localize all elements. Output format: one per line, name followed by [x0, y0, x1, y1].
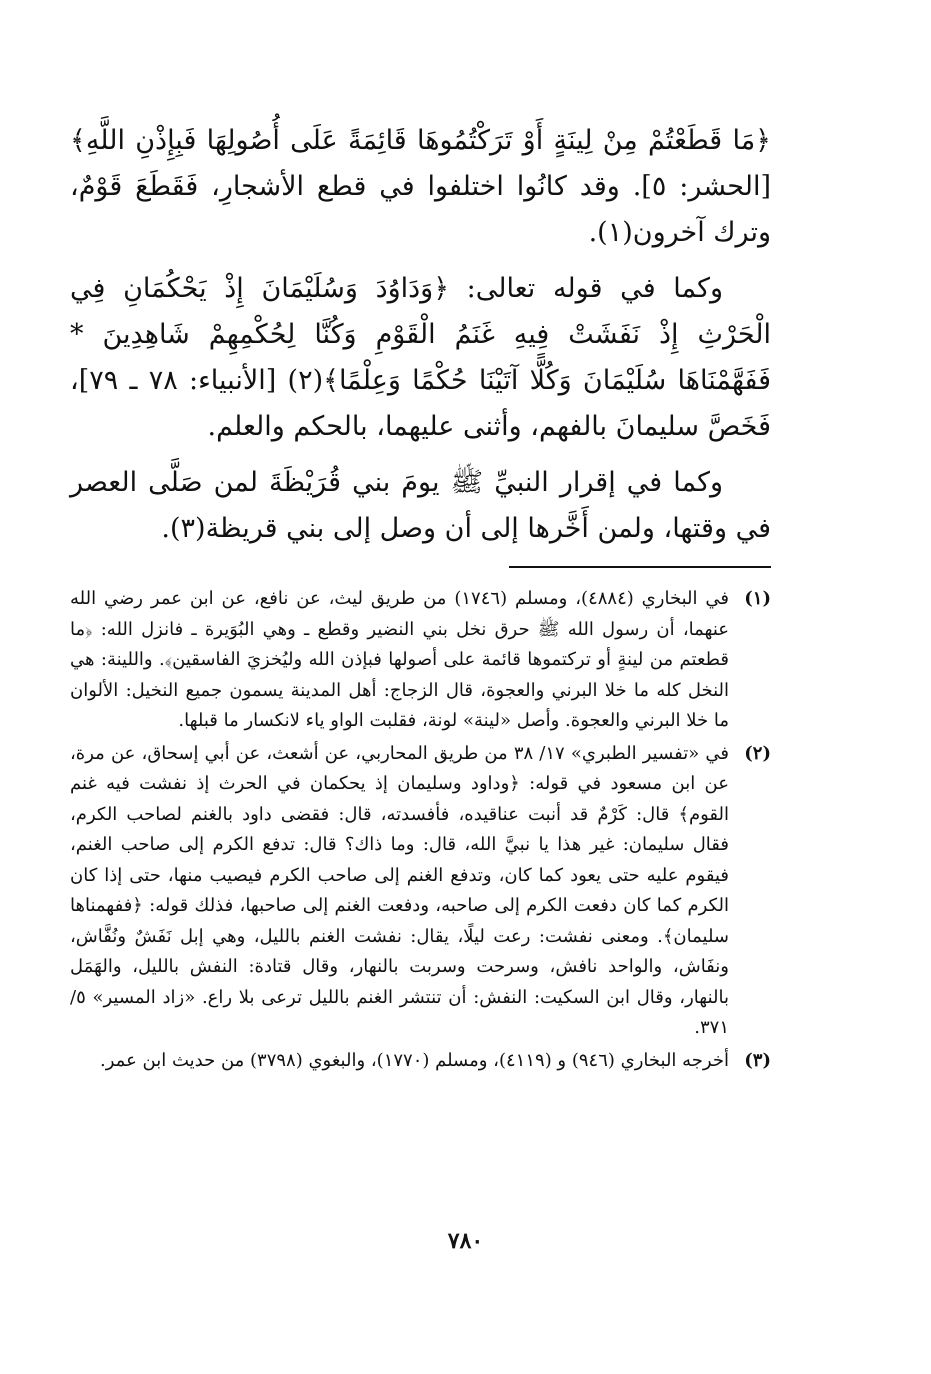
footnote: [70, 584, 771, 737]
main-paragraph: وكما في قوله تعالى: ﴿وَدَاوُدَ وَسُلَيْمَانَ إِذْ يَحْكُمَانِ فِي الْحَرْثِ إِذْ نَفَشَتْ فِيهِ غَنَمُ الْقَوْمِ وَكُنَّا لِحُكْمِهِمْ شَاهِدِينَ * فَفَهَّمْنَاهَا سُلَيْمَانَ وَكُلًّا آتَيْنَا حُكْمًا وَعِلْمًا﴾(٢) [الأنبياء: ٧٨ ـ ٧٩]، فَخَصَّ سليمانَ بالفهم، وأثنى عليهما، بالحكم والعلم.: [70, 273, 772, 442]
main-paragraph: وكما في إقرار النبيِّ ﷺ يومَ بني قُرَيْظَةَ لمن صَلَّى العصر في وقتها، ولمن أَخَّرها إلى أن وصل إلى بني قريظة(٣).: [70, 467, 771, 544]
footnotes: [70, 584, 771, 1076]
book-page: [70, 118, 771, 1374]
footnote-text: أخرجه البخاري (٩٤٦) و (٤١١٩)، ومسلم (١٧٧٠)، والبغوي (٣٧٩٨) من حديث ابن عمر.: [100, 1049, 729, 1071]
footnote-text: في البخاري (٤٨٨٤)، ومسلم (١٧٤٦) من طريق ليث، عن نافع، عن ابن عمر رضي الله عنهما، أن رسول الله ﷺ حرق نخل بني النضير وقطع ـ وهي البُوَيرة ـ فانزل الله: ﴿ما قطعتم من لينةٍ أو تركتموها قائمة على أصولها فبإذن الله وليُخزيَ الفاسقين﴾. واللينة: هي النخل كله ما خلا البرني والعجوة، قال الزجاج: أهل المدينة يسمون جميع النخيل: الألوان ما خلا البرني والعجوة. وأصل «لينة» لونة، فقلبت الواو ياء لانكسار ما قبلها.: [70, 588, 729, 731]
footnote-number: (٣): [744, 1049, 771, 1071]
footnote: [70, 1046, 771, 1077]
footnote-number: (١): [744, 588, 771, 609]
footnote: [70, 739, 771, 1044]
footnote-text: في «تفسير الطبري» ١٧/ ٣٨ من طريق المحاربي، عن أشعث، عن أبي إسحاق، عن مرة، عن ابن مسعود في قوله: ﴿وداود وسليمان إذ يحكمان في الحرث إذ نفشت فيه غنم القوم﴾ قال: كَرْمٌ قد أنبت عناقيده، فأفسدته، قال: فقضى داود بالغنم لصاحب الكرم، فقال سليمان: غير هذا يا نبيَّ الله، قال: وما ذاك؟ قال: تدفع الكرم إلى صاحب الغنم، فيقوم عليه حتى يعود كما كان، وتدفع الغنم إلى صاحب الكرم فيصيب منها، حتى إذا كان الكرم كما كان دفعت الكرم إلى صاحبه، ودفعت الغنم إلى صاحبها، فذلك قوله: ﴿ففهمناها سليمان﴾. ومعنى نفشت: رعت ليلًا، يقال: نفشت الغنم بالليل، وهي إبل نَفَشٌ ونُفَّاش، ونفَاش، والواحد نافش، وسرحت وسربت بالنهار، وقال قتادة: النفش بالليل، والهَمَل بالنهار، وقال ابن السكيت: النفش: أن تنتشر الغنم بالليل ترعى بلا راع. «زاد المسير» ٥/ ٣٧١.: [70, 742, 729, 1038]
main-text: [70, 118, 771, 552]
main-paragraph: ﴿مَا قَطَعْتُمْ مِنْ لِينَةٍ أَوْ تَرَكْتُمُوهَا قَائِمَةً عَلَى أُصُولِهَا فَبِإِذْنِ اللَّهِ﴾ [الحشر: ٥]. وقد كانُوا اختلفوا في قطع الأشجارِ، فَقَطَعَ قَوْمٌ، وترك آخرون(١).: [70, 125, 771, 248]
footnote-number: (٢): [744, 742, 771, 764]
footnote-separator: [509, 566, 771, 568]
page-number: ٧٨٠: [447, 1228, 484, 1254]
